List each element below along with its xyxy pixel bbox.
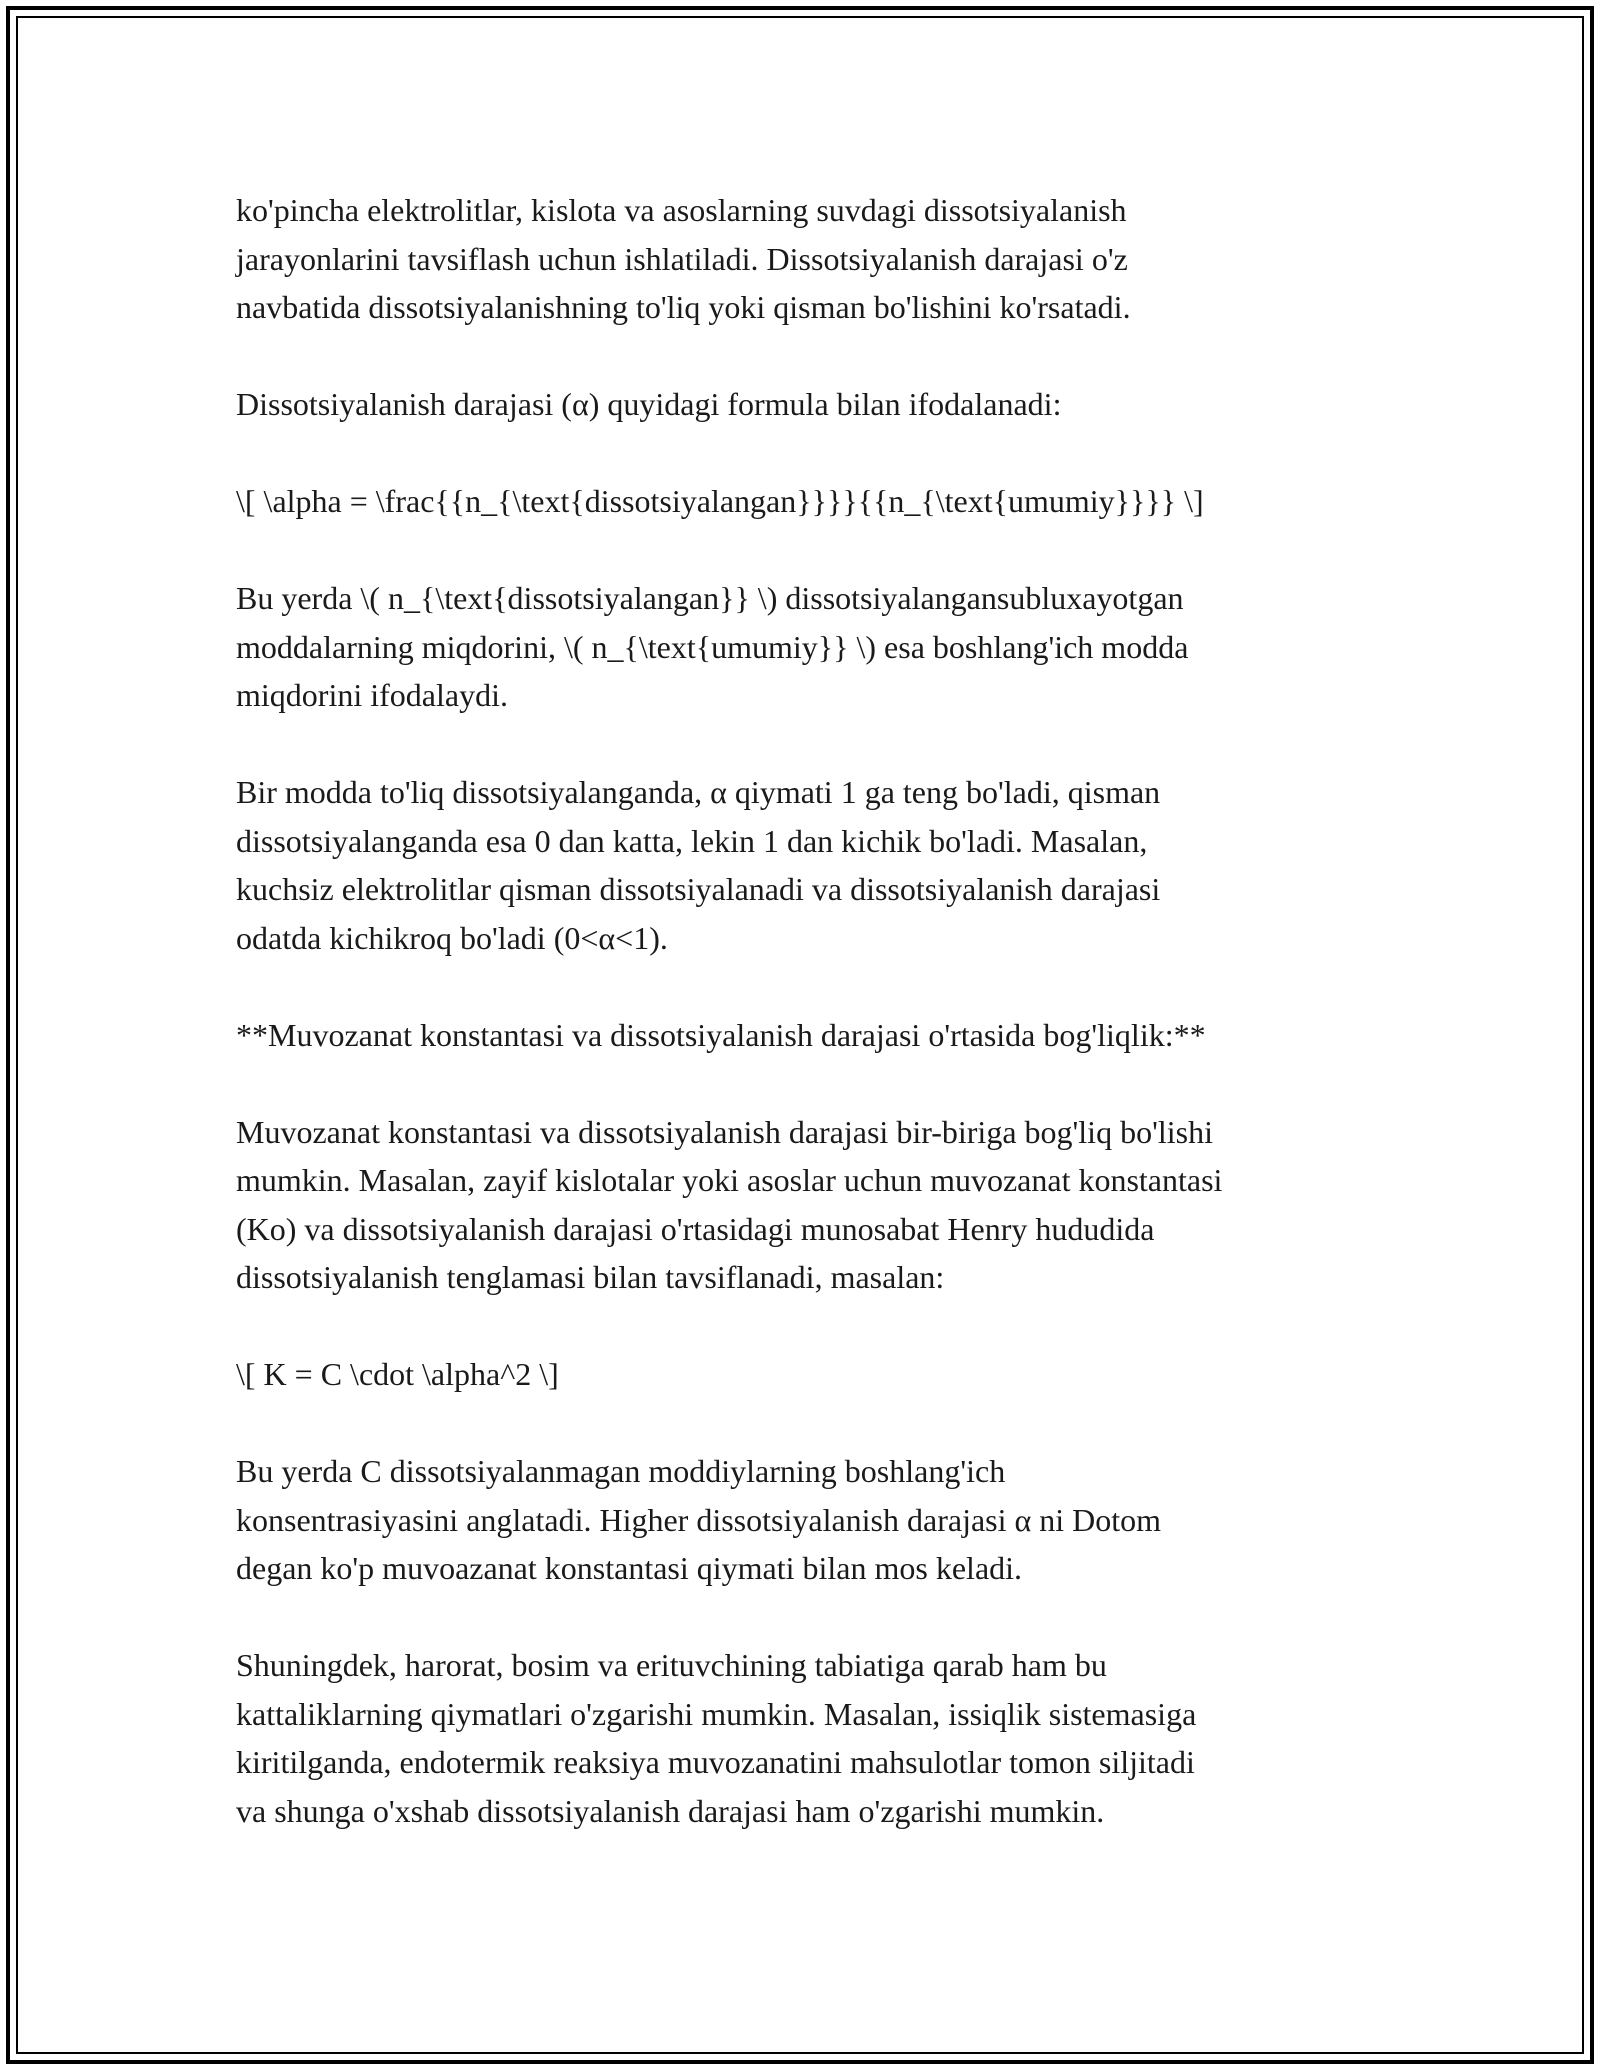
- formula-k: [236, 1350, 1376, 1399]
- paragraph-alpha-range: [236, 768, 1376, 962]
- text-line: ko'pincha elektrolitlar, kislota va asoslarning suvdagi dissotsiyalanish: [236, 192, 1127, 228]
- text-line: Bu yerda C dissotsiyalanmagan moddiylarning boshlang'ich: [236, 1453, 1006, 1489]
- text-line: kiritilganda, endotermik reaksiya muvozanatini mahsulotlar tomon siljitadi: [236, 1744, 1195, 1780]
- text-line: navbatida dissotsiyalanishning to'liq yoki qisman bo'lishini ko'rsatadi.: [236, 289, 1131, 325]
- paragraph-formula-explanation: [236, 574, 1376, 720]
- formula-alpha: [236, 477, 1376, 526]
- heading-line: **Muvozanat konstantasi va dissotsiyalanish darajasi o'rtasida bog'liqlik:**: [236, 1016, 1206, 1053]
- text-line: mumkin. Masalan, zayif kislotalar yoki asoslar uchun muvozanat konstantasi: [236, 1162, 1223, 1198]
- section-heading: [236, 1011, 1376, 1060]
- text-line: va shunga o'xshab dissotsiyalanish darajasi ham o'zgarishi mumkin.: [236, 1792, 1105, 1829]
- paragraph-conditions: [236, 1641, 1376, 1835]
- text-line: (Ko) va dissotsiyalanish darajasi o'rtasidagi munosabat Henry hududida: [236, 1210, 1155, 1247]
- paragraph-relationship: [236, 1108, 1376, 1302]
- text-line: moddalarning miqdorini, \( n_{\text{umumiy}} \) esa boshlang'ich modda: [236, 628, 1189, 665]
- document-body: [236, 186, 1376, 1835]
- text-line: miqdorini ifodalaydi.: [236, 677, 508, 713]
- text-line: dissotsiyalanish tenglamasi bilan tavsiflanadi, masalan:: [236, 1259, 945, 1295]
- text-line: odatda kichikroq bo'ladi (0<α<1).: [236, 919, 668, 956]
- text-line: kattaliklarning qiymatlari o'zgarishi mumkin. Masalan, issiqlik sistemasiga: [236, 1695, 1197, 1732]
- text-line: Bu yerda \( n_{\text{dissotsiyalangan}} \) dissotsiyalangansubluxayotgan: [236, 580, 1184, 616]
- paragraph-formula-intro: [236, 380, 1376, 429]
- text-line: Dissotsiyalanish darajasi (α) quyidagi formula bilan ifodalanadi:: [236, 386, 1062, 422]
- formula-line: \[ \alpha = \frac{{n_{\text{dissotsiyalangan}}}}{{n_{\text{umumiy}}}} \]: [236, 483, 1204, 519]
- paragraph-concentration: [236, 1447, 1376, 1593]
- text-line: dissotsiyalanganda esa 0 dan katta, lekin 1 dan kichik bo'ladi. Masalan,: [236, 822, 1148, 859]
- text-line: Bir modda to'liq dissotsiyalanganda, α qiymati 1 ga teng bo'ladi, qisman: [236, 774, 1161, 810]
- text-line: Shuningdek, harorat, bosim va erituvchining tabiatiga qarab ham bu: [236, 1647, 1107, 1683]
- text-line: kuchsiz elektrolitlar qisman dissotsiyalanadi va dissotsiyalanish darajasi: [236, 871, 1161, 907]
- text-line: jarayonlarini tavsiflash uchun ishlatiladi. Dissotsiyalanish darajasi o'z: [236, 240, 1128, 277]
- text-line: Muvozanat konstantasi va dissotsiyalanish darajasi bir-biriga bog'liq bo'lishi: [236, 1113, 1213, 1150]
- text-line: degan ko'p muvoazanat konstantasi qiymati bilan mos keladi.: [236, 1550, 1023, 1586]
- paragraph-intro: [236, 186, 1376, 332]
- text-line: konsentrasiyasini anglatadi. Higher dissotsiyalanish darajasi α ni Dotom: [236, 1501, 1162, 1538]
- formula-line: \[ K = C \cdot \alpha^2 \]: [236, 1356, 559, 1392]
